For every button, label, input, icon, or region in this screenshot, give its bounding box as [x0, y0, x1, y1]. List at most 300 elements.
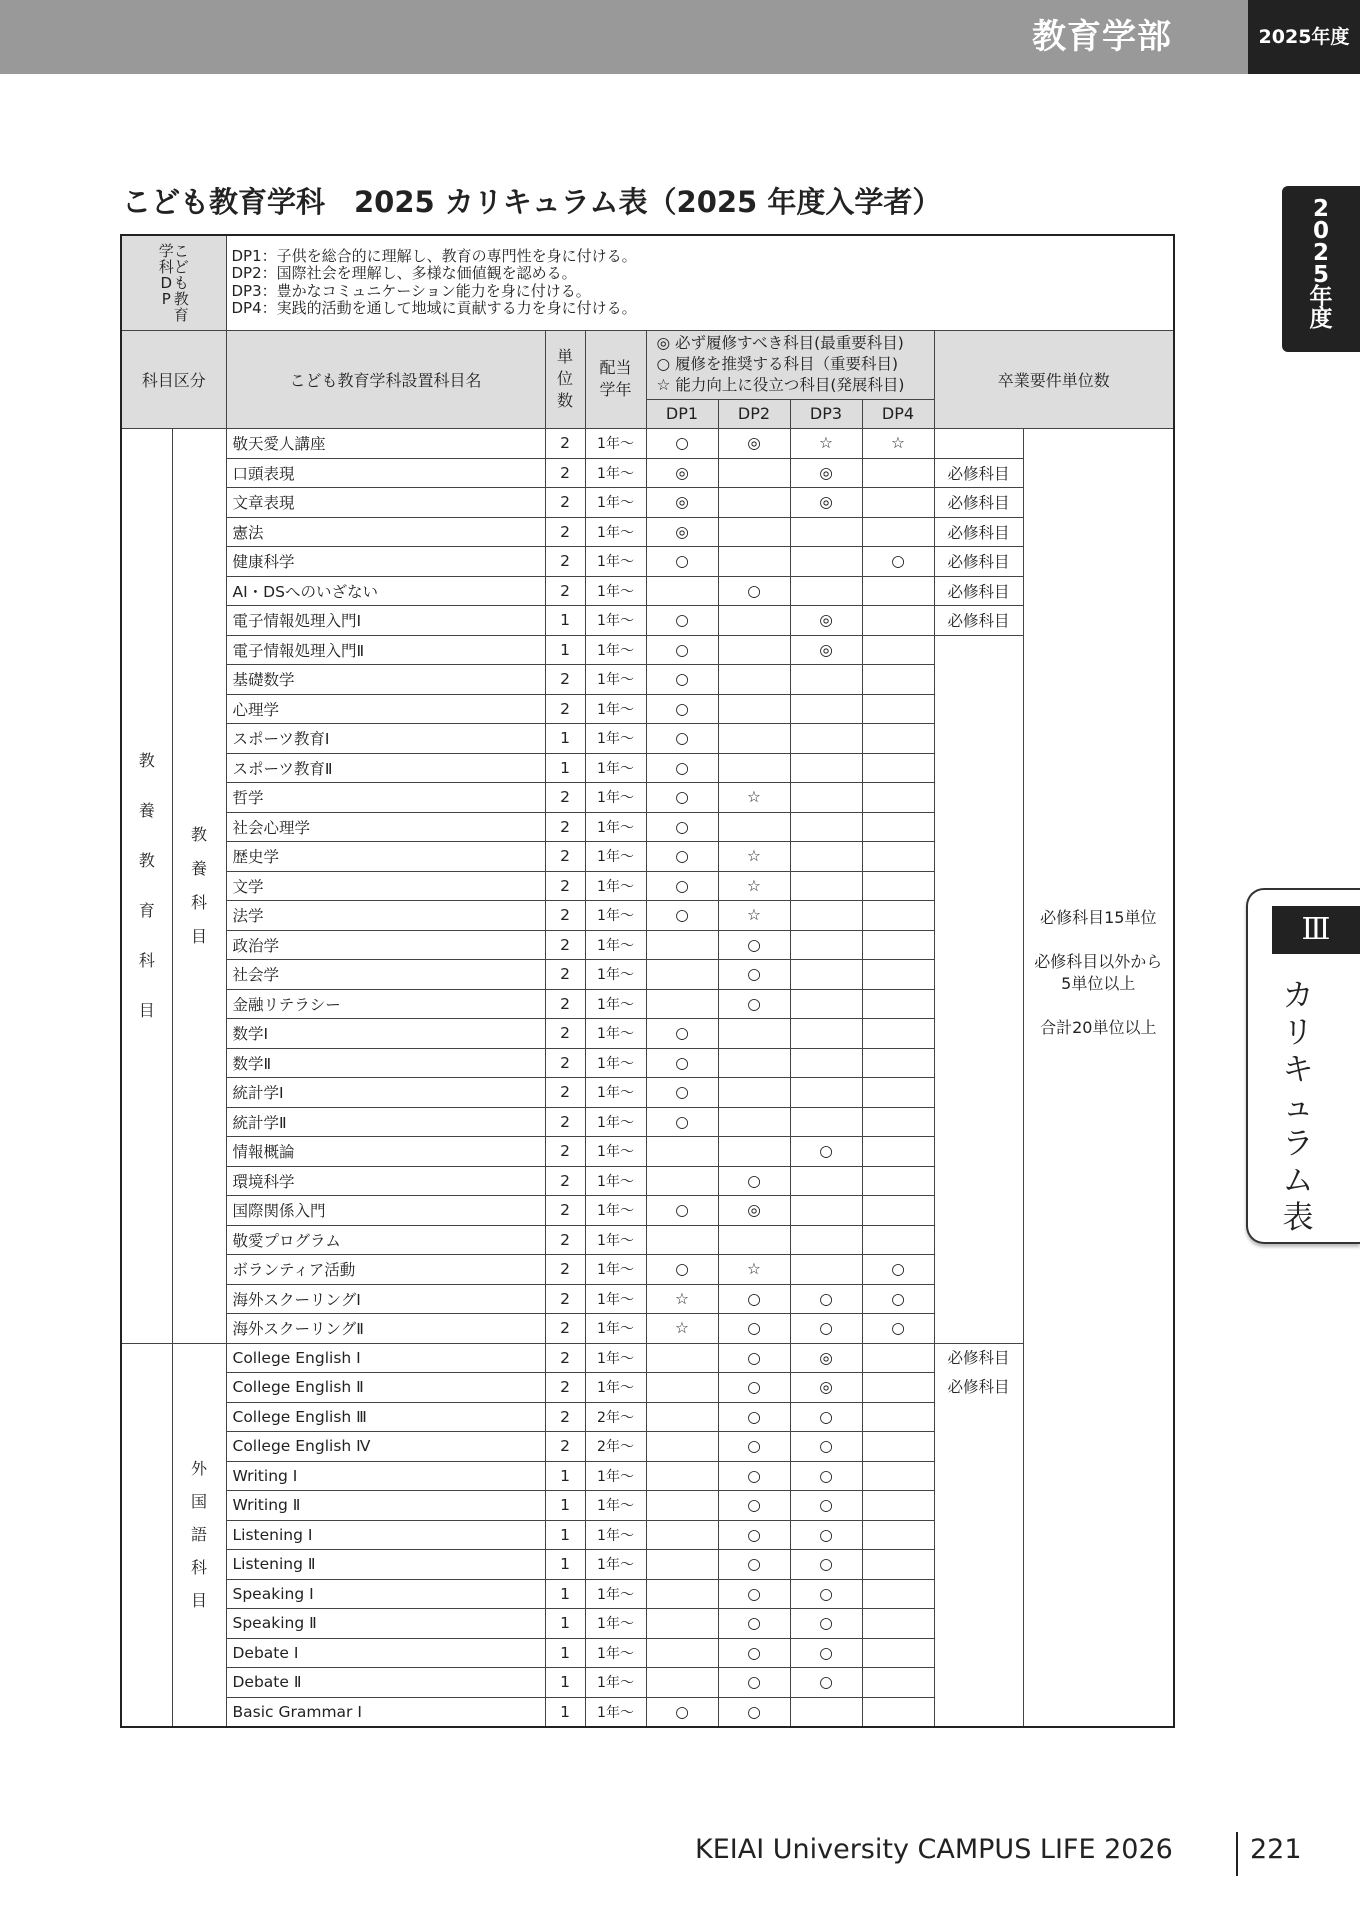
subject-name: College English Ⅳ [226, 1432, 545, 1462]
category-general-char: 教 [190, 824, 207, 844]
category-main-char: 目 [138, 1000, 155, 1020]
dp-mark: ◎ [718, 429, 790, 459]
subject-name: 統計学Ⅱ [226, 1107, 545, 1137]
table-row [121, 1343, 1174, 1373]
grade: 1年〜 [585, 1196, 646, 1226]
table-row [121, 635, 1174, 665]
dp-mark [862, 1166, 934, 1196]
credits: 2 [545, 1078, 585, 1108]
header-legend [646, 330, 934, 399]
category-main-cont [121, 1343, 172, 1727]
grade: 2年〜 [585, 1432, 646, 1462]
dp-descriptions [226, 235, 1174, 330]
dp-mark [646, 1579, 718, 1609]
dp-mark [862, 901, 934, 931]
subject-name: 海外スクーリングⅠ [226, 1284, 545, 1314]
category-main-char: 養 [138, 800, 155, 820]
subject-name: 文学 [226, 871, 545, 901]
header-credits-char: 数 [556, 391, 573, 411]
dp-mark [646, 1137, 718, 1167]
credits: 1 [545, 635, 585, 665]
dp-mark [862, 1373, 934, 1403]
dp-mark [646, 1638, 718, 1668]
subject-name: 社会心理学 [226, 812, 545, 842]
dp-mark [790, 724, 862, 754]
grade: 1年〜 [585, 783, 646, 813]
dp-mark [790, 1255, 862, 1285]
requirement-notes [934, 1343, 1023, 1727]
dp-mark: ◎ [790, 1373, 862, 1403]
dp-mark: ○ [646, 724, 718, 754]
dp-mark: ◎ [790, 606, 862, 636]
year-side-tab-char: 2 [1312, 240, 1329, 266]
subject-name: Speaking Ⅱ [226, 1609, 545, 1639]
subject-name: 法学 [226, 901, 545, 931]
subject-name: College English Ⅰ [226, 1343, 545, 1373]
dp-mark [862, 989, 934, 1019]
grade: 1年〜 [585, 812, 646, 842]
dp-mark [718, 1048, 790, 1078]
subject-name: Basic Grammar Ⅰ [226, 1697, 545, 1727]
footer-divider [1236, 1832, 1238, 1876]
grade: 1年〜 [585, 635, 646, 665]
grade: 1年〜 [585, 960, 646, 990]
dp-label [121, 235, 226, 330]
grade: 2年〜 [585, 1402, 646, 1432]
table-row [121, 429, 1174, 459]
credits: 2 [545, 930, 585, 960]
dp-mark: ○ [790, 1432, 862, 1462]
subject-name: 国際関係入門 [226, 1196, 545, 1226]
dp-mark: ○ [718, 930, 790, 960]
dp-mark [862, 1048, 934, 1078]
grade: 1年〜 [585, 1697, 646, 1727]
dp-mark: ○ [646, 635, 718, 665]
dp-mark: ○ [646, 871, 718, 901]
header-requirements: 卒業要件単位数 [934, 330, 1174, 429]
dp-mark [646, 1373, 718, 1403]
dp-mark: ○ [718, 1402, 790, 1432]
requirement-note [934, 429, 1023, 459]
credits: 2 [545, 901, 585, 931]
section-name-char: ム [1282, 1163, 1314, 1199]
requirement-note: 必修科目 [934, 458, 1023, 488]
dp-mark: ☆ [646, 1314, 718, 1344]
dp-label-char: 育 [173, 305, 189, 324]
year-side-tab-text [1282, 198, 1360, 330]
header-grade [585, 330, 646, 429]
dp-mark: ○ [718, 960, 790, 990]
grade: 1年〜 [585, 1166, 646, 1196]
category-main [121, 429, 172, 1344]
section-name [1268, 978, 1328, 1237]
dp-mark [790, 694, 862, 724]
subject-name: 健康科学 [226, 547, 545, 577]
requirement-note: 必修科目 [947, 1378, 1010, 1396]
grade: 1年〜 [585, 1048, 646, 1078]
dp-mark [862, 1697, 934, 1727]
dp-mark: ☆ [862, 429, 934, 459]
subject-name: 政治学 [226, 930, 545, 960]
credits: 2 [545, 1373, 585, 1403]
category-foreign-language-char: 国 [190, 1492, 207, 1512]
header-dp-column: DP2 [718, 399, 790, 429]
dp-mark [646, 1520, 718, 1550]
dp-mark: ○ [718, 1284, 790, 1314]
credits: 1 [545, 753, 585, 783]
dp-mark: ○ [718, 1432, 790, 1462]
dp-mark: ☆ [718, 783, 790, 813]
legend-item: ☆ 能力向上に役立つ科目(発展科目) [656, 376, 905, 394]
dp-mark [862, 1609, 934, 1639]
grade: 1年〜 [585, 1078, 646, 1108]
dp-mark [790, 930, 862, 960]
dp-mark [790, 1078, 862, 1108]
dp-mark: ○ [646, 606, 718, 636]
category-general [172, 429, 226, 1344]
grade: 1年〜 [585, 694, 646, 724]
credits: 1 [545, 1550, 585, 1580]
dp-mark [718, 488, 790, 518]
category-foreign-language-char: 語 [190, 1525, 207, 1545]
requirement-line: 必修科目15単位 [1040, 907, 1157, 927]
dp-mark: ○ [718, 1550, 790, 1580]
year-side-tab-char: 2 [1312, 196, 1329, 222]
dp-mark: ◎ [790, 1343, 862, 1373]
dp-mark: ○ [646, 1048, 718, 1078]
subject-name: Speaking Ⅰ [226, 1579, 545, 1609]
header-grade-line: 学年 [599, 380, 632, 400]
dp-mark: ○ [646, 753, 718, 783]
grade: 1年〜 [585, 930, 646, 960]
dp-mark: ○ [718, 1343, 790, 1373]
credits: 2 [545, 1137, 585, 1167]
category-foreign-language [172, 1343, 226, 1727]
requirement-note: 必修科目 [934, 576, 1023, 606]
credits: 1 [545, 1461, 585, 1491]
subject-name: Debate Ⅰ [226, 1638, 545, 1668]
dp-mark: ○ [646, 901, 718, 931]
credits: 2 [545, 429, 585, 459]
grade: 1年〜 [585, 1284, 646, 1314]
dp-mark [718, 1107, 790, 1137]
credits: 1 [545, 1520, 585, 1550]
credits: 1 [545, 1491, 585, 1521]
credits: 2 [545, 458, 585, 488]
dp-mark [646, 1609, 718, 1639]
credits: 2 [545, 989, 585, 1019]
dp-mark [862, 871, 934, 901]
subject-name: 憲法 [226, 517, 545, 547]
dp-mark [862, 1550, 934, 1580]
year-badge: 2025年度 [1248, 0, 1360, 74]
dp-mark [862, 517, 934, 547]
section-tab-curriculum[interactable] [1246, 888, 1360, 1244]
dp-mark [862, 635, 934, 665]
dp-mark [646, 1166, 718, 1196]
dp-mark [862, 1461, 934, 1491]
credits: 1 [545, 606, 585, 636]
top-header-bar [0, 0, 1360, 74]
dp-mark [718, 1019, 790, 1049]
dp-mark [862, 930, 934, 960]
subject-name: 心理学 [226, 694, 545, 724]
credits: 2 [545, 1048, 585, 1078]
dp-mark [862, 694, 934, 724]
dp-mark [718, 635, 790, 665]
dp-mark [790, 1225, 862, 1255]
grade: 1年〜 [585, 1373, 646, 1403]
dp-mark [862, 1019, 934, 1049]
category-main-char: 教 [138, 850, 155, 870]
grade: 1年〜 [585, 724, 646, 754]
grade: 1年〜 [585, 1255, 646, 1285]
dp-mark [790, 871, 862, 901]
grade: 1年〜 [585, 1314, 646, 1344]
grade: 1年〜 [585, 488, 646, 518]
dp-mark [790, 1048, 862, 1078]
grade: 1年〜 [585, 1019, 646, 1049]
credits: 1 [545, 1638, 585, 1668]
page-number: 221 [1250, 1834, 1302, 1865]
dp-mark [790, 989, 862, 1019]
header-dp-column: DP1 [646, 399, 718, 429]
section-name-char: リ [1282, 1015, 1314, 1051]
subject-name: スポーツ教育Ⅱ [226, 753, 545, 783]
credits: 1 [545, 1609, 585, 1639]
dp-mark [862, 753, 934, 783]
dp-mark: ☆ [718, 871, 790, 901]
grade: 1年〜 [585, 1225, 646, 1255]
dp-mark: ○ [646, 1255, 718, 1285]
dp-mark [718, 606, 790, 636]
dp-mark: ○ [790, 1402, 862, 1432]
requirement-note: 必修科目 [934, 606, 1023, 636]
credits: 1 [545, 1668, 585, 1698]
dp-mark [790, 812, 862, 842]
dp-mark: ◎ [790, 488, 862, 518]
dp-mark [790, 547, 862, 577]
dp-item: DP3：豊かなコミュニケーション能力を身に付ける。 [231, 281, 591, 300]
section-name-char: カ [1282, 978, 1314, 1014]
category-main-char: 教 [138, 750, 155, 770]
dp-mark: ☆ [718, 842, 790, 872]
dp-mark: ○ [718, 1314, 790, 1344]
dp-mark [718, 665, 790, 695]
year-side-tab-char: 0 [1312, 218, 1329, 244]
dp-mark [718, 812, 790, 842]
legend-item: ○ 履修を推奨する科目（重要科目) [656, 355, 898, 373]
grade: 1年〜 [585, 429, 646, 459]
requirement-notes [934, 635, 1023, 1343]
dp-mark [718, 517, 790, 547]
dp-mark: ○ [718, 1166, 790, 1196]
credits: 2 [545, 517, 585, 547]
grade: 1年〜 [585, 842, 646, 872]
category-foreign-language-char: 外 [190, 1459, 207, 1479]
credits: 1 [545, 1697, 585, 1727]
credits: 2 [545, 871, 585, 901]
subject-name: 哲学 [226, 783, 545, 813]
dp-mark [862, 488, 934, 518]
dp-mark: ○ [646, 1078, 718, 1108]
graduation-requirements [1023, 429, 1174, 1728]
year-side-tab[interactable] [1282, 186, 1360, 352]
dp-mark [718, 694, 790, 724]
dp-mark [790, 665, 862, 695]
dp-mark [718, 753, 790, 783]
dp-mark: ○ [790, 1461, 862, 1491]
dp-mark: ○ [646, 665, 718, 695]
header-subject-name: こども教育学科設置科目名 [226, 330, 545, 429]
dp-mark: ○ [790, 1668, 862, 1698]
dp-mark [862, 1491, 934, 1521]
requirement-line: 必修科目以外から [1034, 951, 1163, 971]
dp-mark: ○ [790, 1609, 862, 1639]
dp-mark: ○ [718, 1491, 790, 1521]
requirement-note: 必修科目 [947, 1348, 1010, 1367]
dp-mark: ○ [718, 1373, 790, 1403]
grade: 1年〜 [585, 1520, 646, 1550]
dp-mark [862, 1432, 934, 1462]
subject-name: Listening Ⅰ [226, 1520, 545, 1550]
table-row [121, 517, 1174, 547]
credits: 2 [545, 1432, 585, 1462]
table-row [121, 547, 1174, 577]
department-title: 教育学部 [1032, 17, 1172, 57]
dp-mark [718, 1225, 790, 1255]
dp-mark: ○ [718, 1668, 790, 1698]
year-side-tab-char: 度 [1309, 306, 1333, 332]
dp-label-char: P [161, 289, 171, 308]
grade: 1年〜 [585, 576, 646, 606]
dp-label-char: ど [173, 257, 189, 276]
section-name-char: キ [1282, 1052, 1314, 1088]
table-row [121, 606, 1174, 636]
dp-mark [862, 665, 934, 695]
dp-mark [862, 1638, 934, 1668]
grade: 1年〜 [585, 989, 646, 1019]
section-number: Ⅲ [1272, 906, 1360, 954]
grade: 1年〜 [585, 1638, 646, 1668]
requirement-note: 必修科目 [934, 488, 1023, 518]
dp-mark [790, 960, 862, 990]
dp-mark [790, 1107, 862, 1137]
subject-name: Writing Ⅰ [226, 1461, 545, 1491]
credits: 1 [545, 1579, 585, 1609]
dp-mark: ◎ [790, 635, 862, 665]
credits: 2 [545, 1402, 585, 1432]
dp-mark [862, 1107, 934, 1137]
dp-mark: ○ [862, 1255, 934, 1285]
dp-mark: ◎ [646, 488, 718, 518]
dp-item: DP2：国際社会を理解し、多様な価値観を認める。 [231, 264, 577, 283]
subject-name: 歴史学 [226, 842, 545, 872]
requirement-line: 合計20単位以上 [1040, 1017, 1157, 1037]
page-title: こども教育学科 2025 カリキュラム表（2025 年度入学者） [122, 185, 942, 219]
subject-name: スポーツ教育Ⅰ [226, 724, 545, 754]
dp-mark: ○ [790, 1638, 862, 1668]
dp-mark: ○ [718, 1579, 790, 1609]
dp-mark: ○ [790, 1137, 862, 1167]
category-general-char: 科 [190, 892, 207, 912]
credits: 1 [545, 724, 585, 754]
subject-name: 敬天愛人講座 [226, 429, 545, 459]
grade: 1年〜 [585, 517, 646, 547]
dp-mark: ○ [718, 989, 790, 1019]
dp-mark [790, 576, 862, 606]
requirement-note: 必修科目 [934, 547, 1023, 577]
dp-mark [646, 1225, 718, 1255]
dp-label-char: D [160, 273, 173, 292]
dp-mark: ○ [790, 1520, 862, 1550]
dp-mark [646, 1461, 718, 1491]
grade: 1年〜 [585, 1343, 646, 1373]
dp-mark: ○ [862, 1284, 934, 1314]
credits: 2 [545, 812, 585, 842]
dp-mark: ○ [718, 576, 790, 606]
subject-name: 社会学 [226, 960, 545, 990]
dp-mark [790, 783, 862, 813]
grade: 1年〜 [585, 1609, 646, 1639]
dp-mark [718, 1137, 790, 1167]
dp-mark: ○ [718, 1638, 790, 1668]
credits: 2 [545, 694, 585, 724]
grade: 1年〜 [585, 1491, 646, 1521]
dp-mark [646, 1402, 718, 1432]
subject-name: 環境科学 [226, 1166, 545, 1196]
dp-mark: ◎ [646, 458, 718, 488]
dp-mark [646, 989, 718, 1019]
subject-name: ボランティア活動 [226, 1255, 545, 1285]
dp-mark: ○ [718, 1520, 790, 1550]
grade: 1年〜 [585, 1579, 646, 1609]
credits: 2 [545, 576, 585, 606]
year-side-tab-char: 年 [1309, 284, 1333, 310]
dp-mark: ☆ [718, 901, 790, 931]
header-credits [545, 330, 585, 429]
legend-item: ◎ 必ず履修すべき科目(最重要科目) [656, 334, 904, 352]
requirement-note: 必修科目 [934, 517, 1023, 547]
subject-name: 統計学Ⅰ [226, 1078, 545, 1108]
grade: 1年〜 [585, 1107, 646, 1137]
dp-mark [646, 576, 718, 606]
table-row [121, 488, 1174, 518]
category-foreign-language-char: 目 [190, 1591, 207, 1611]
dp-mark [790, 517, 862, 547]
section-name-char: 表 [1282, 1200, 1314, 1236]
dp-mark [862, 812, 934, 842]
credits: 2 [545, 842, 585, 872]
credits: 2 [545, 1019, 585, 1049]
credits: 2 [545, 1284, 585, 1314]
category-general-char: 養 [190, 858, 207, 878]
grade: 1年〜 [585, 753, 646, 783]
dp-label-char: も [173, 273, 189, 292]
dp-mark [718, 547, 790, 577]
dp-mark [646, 1668, 718, 1698]
dp-mark: ◎ [718, 1196, 790, 1226]
subject-name: 金融リテラシー [226, 989, 545, 1019]
dp-mark [862, 1196, 934, 1226]
grade: 1年〜 [585, 871, 646, 901]
grade: 1年〜 [585, 901, 646, 931]
subject-name: Debate Ⅱ [226, 1668, 545, 1698]
dp-mark [790, 1697, 862, 1727]
dp-mark: ○ [646, 842, 718, 872]
footer-text: KEIAI University CAMPUS LIFE 2026 [695, 1834, 1173, 1865]
dp-mark: ○ [646, 547, 718, 577]
